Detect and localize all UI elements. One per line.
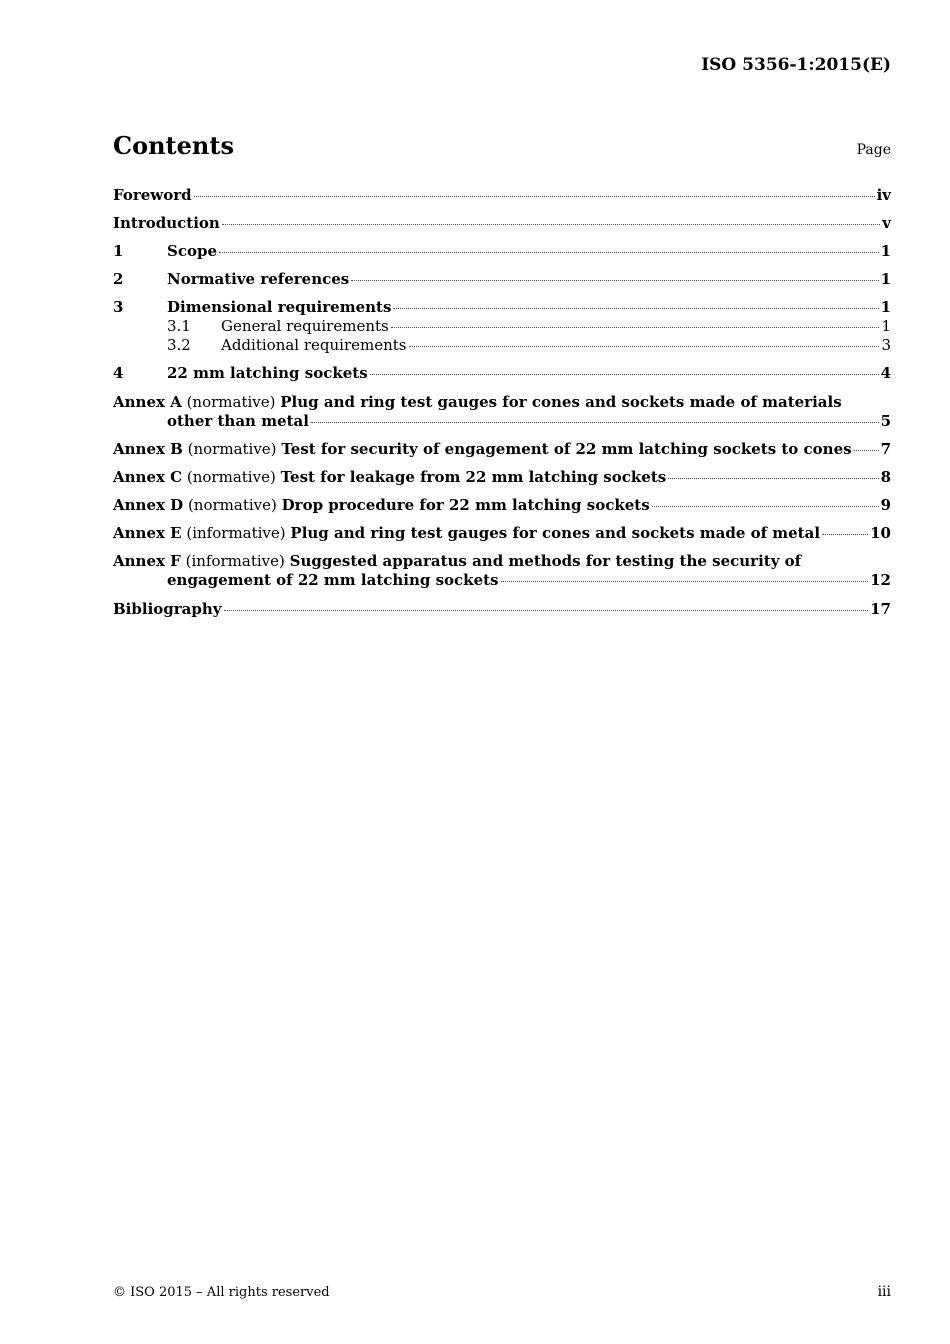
section-number: 3 (113, 298, 124, 316)
section-number: 3.2 (167, 336, 191, 354)
toc-title-continuation (113, 412, 891, 431)
annex-label: Annex C (113, 468, 183, 486)
toc-entry-annex-c[interactable] (113, 468, 891, 487)
toc-page: 1 (881, 317, 891, 335)
toc-title: engagement of 22 mm latching sockets (167, 571, 499, 589)
contents-title: Contents (113, 131, 234, 160)
toc-entry-general-requirements[interactable] (113, 317, 891, 336)
toc-entry-scope[interactable] (113, 242, 891, 261)
toc-page: 1 (880, 242, 891, 260)
dot-leader (391, 327, 880, 328)
toc-title: Introduction (113, 214, 220, 232)
dot-leader (501, 581, 869, 582)
toc-page: 17 (870, 600, 891, 618)
toc-title-line (113, 552, 891, 571)
annex-kind: (informative) (185, 552, 285, 570)
toc-entry-bibliography[interactable] (113, 600, 891, 619)
annex-label: Annex E (113, 524, 182, 542)
toc-page: 5 (880, 412, 891, 430)
annex-kind: (normative) (187, 496, 277, 514)
toc-entry-annex-d[interactable] (113, 496, 891, 515)
toc-page: 4 (880, 364, 891, 382)
toc-title: Suggested apparatus and methods for testing the security of (289, 552, 802, 570)
toc-title: Normative references (167, 270, 350, 288)
annex-kind: (normative) (186, 393, 276, 411)
annex-kind: (normative) (186, 468, 276, 486)
toc-page: 1 (880, 298, 891, 316)
dot-leader (222, 224, 880, 225)
toc-title: 22 mm latching sockets (167, 364, 368, 382)
toc-title: Plug and ring test gauges for cones and sockets made of materials (280, 393, 842, 411)
toc-page: 3 (881, 336, 891, 354)
annex-label: Annex B (113, 440, 183, 458)
footer-page-number: iii (877, 1284, 891, 1300)
annex-label: Annex D (113, 496, 184, 514)
dot-leader (194, 196, 875, 197)
document-id: ISO 5356-1:2015(E) (701, 55, 891, 75)
toc-entry-dimensional-requirements[interactable] (113, 298, 891, 317)
dot-leader (311, 422, 879, 423)
dot-leader (224, 610, 869, 611)
toc-page: v (882, 214, 891, 232)
toc-title: Test for security of engagement of 22 mm latching sockets to cones (281, 440, 852, 458)
annex-kind: (normative) (187, 440, 277, 458)
toc-entry-foreword[interactable] (113, 186, 891, 205)
toc-title: Test for leakage from 22 mm latching sockets (280, 468, 667, 486)
toc-entry-annex-a[interactable] (113, 393, 891, 431)
annex-kind: (informative) (186, 524, 286, 542)
dot-leader (822, 534, 868, 535)
dot-leader (652, 506, 879, 507)
toc-page: iv (876, 186, 891, 204)
dot-leader (351, 280, 878, 281)
toc-page: 8 (880, 468, 891, 486)
table-of-contents (113, 186, 891, 619)
toc-title: Additional requirements (221, 336, 407, 354)
toc-entry-annex-b[interactable] (113, 440, 891, 459)
section-number: 3.1 (167, 317, 191, 335)
toc-title: General requirements (221, 317, 389, 335)
toc-entry-additional-requirements[interactable] (113, 336, 891, 355)
dot-leader (393, 308, 878, 309)
annex-label: Annex A (113, 393, 182, 411)
toc-entry-latching-sockets[interactable] (113, 364, 891, 383)
toc-page: 9 (880, 496, 891, 514)
toc-title: Bibliography (113, 600, 222, 618)
toc-title: other than metal (167, 412, 309, 430)
toc-title: Scope (167, 242, 218, 260)
page-column-label: Page (856, 142, 891, 158)
toc-title: Foreword (113, 186, 192, 204)
section-number: 4 (113, 364, 124, 382)
toc-title: Drop procedure for 22 mm latching sockets (281, 496, 650, 514)
toc-entry-normative-references[interactable] (113, 270, 891, 289)
toc-page: 12 (870, 571, 891, 589)
section-number: 2 (113, 270, 124, 288)
section-number: 1 (113, 242, 124, 260)
toc-page: 7 (880, 440, 891, 458)
toc-page: 1 (880, 270, 891, 288)
toc-title-line (113, 393, 891, 412)
toc-title: Plug and ring test gauges for cones and sockets made of metal (290, 524, 821, 542)
dot-leader (854, 450, 879, 451)
footer-copyright: © ISO 2015 – All rights reserved (113, 1285, 330, 1300)
dot-leader (409, 346, 880, 347)
annex-label: Annex F (113, 552, 181, 570)
dot-leader (219, 252, 879, 253)
toc-title-continuation (113, 571, 891, 590)
toc-entry-annex-f[interactable] (113, 552, 891, 590)
toc-title: Dimensional requirements (167, 298, 392, 316)
toc-page: 10 (870, 524, 891, 542)
toc-entry-annex-e[interactable] (113, 524, 891, 543)
toc-entry-introduction[interactable] (113, 214, 891, 233)
dot-leader (668, 478, 878, 479)
dot-leader (370, 374, 879, 375)
